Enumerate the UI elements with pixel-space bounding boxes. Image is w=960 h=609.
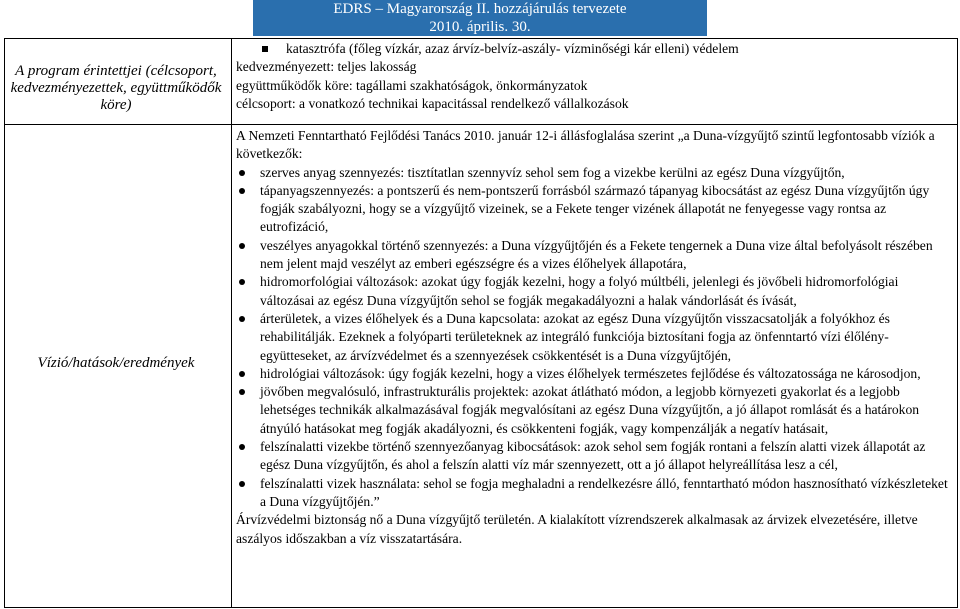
bullet-dot-icon	[239, 389, 245, 395]
table-border-bottom	[4, 607, 958, 608]
square-bullet-icon	[262, 46, 268, 52]
stakeholder-list	[236, 40, 954, 113]
vision-content	[236, 127, 954, 548]
vision-bullet: szerves anyag szennyezés: tisztítatlan szennyvíz sehol sem fog a vizekbe kerülni az egész Duna vízgyűjtőn,	[236, 164, 954, 182]
bullet-dot-icon	[239, 371, 245, 377]
vision-bullet: veszélyes anyagokkal történő szennyezés: a Duna vízgyűjtőjén és a Fekete tengernek a Duna vize által befolyásolt részében nem jelent majd veszélyt az emberi egészségre és a vizes élőhelyek állapotára,	[236, 237, 954, 274]
document-header	[0, 0, 960, 36]
table-row-divider	[4, 124, 958, 125]
table-column-divider	[231, 38, 232, 608]
bullet-dot-icon	[239, 481, 245, 487]
vision-bullet: hidrológiai változások: úgy fogják kezelni, hogy a vizes élőhelyek természetes fejlődése és változatossága ne károsodjon,	[236, 365, 954, 383]
table-border-top	[4, 38, 958, 39]
vision-closing: Árvízvédelmi biztonság nő a Duna vízgyűjtő területén. A kialakított vízrendszerek alkalmasak az árvizek elvezetésére, illetve aszályos időszakban a víz visszatartására.	[236, 512, 918, 546]
vision-bullet: felszínalatti vizek használata: sehol se fogja meghaladni a rendelkezésre álló, fenntartható módon hasznosítható vízkészleteket a Duna vízgyűjtőjén.”	[236, 475, 954, 512]
list-item: célcsoport: a vonatkozó technikai kapacitással rendelkező vállalkozások	[236, 95, 629, 111]
row-label-vision: Vízió/hatások/eredmények	[37, 355, 195, 371]
vision-bullet: árterületek, a vizes élőhelyek és a Duna kapcsolata: azokat az egész Duna vízgyűjtőn visszacsatolják a folyókhoz és rehabilitálják. Ezeknek a folyóparti területeknek az integráló funkciója biztosítani fogja az önfenntartó vízi élőlény-együtteseket, az árvízvédelmet és a szennyezések csökkentését is a Duna vízgyűjtőjén,	[236, 310, 954, 365]
bullet-dot-icon	[239, 243, 245, 249]
vision-bullet: jövőben megvalósuló, infrastrukturális projektek: azokat átlátható módon, a legjobb környezeti gyakorlat és a legjobb lehetséges technikák alkalmazásával fogják megvalósítani az egész Duna vízgyűjtőn, a jó állapot romlását és a határokon átnyúló hatásokat meg fogják akadályozni, és csökkenteni fogják, vagy kompenzálják a negatív hatásait,	[236, 383, 954, 438]
vision-bullet: felszínalatti vizekbe történő szennyezőanyag kibocsátások: azok sehol sem fogják rontani a felszín alatti vizek állapotát az egész Duna vízgyűjtőn, és ahol a felszín alatti víz már szennyezett, ott a jó állapot helyreállítása lesz a cél,	[236, 438, 954, 475]
list-item: katasztrófa (főleg vízkár, azaz árvíz-belvíz-aszály- vízminőségi kár elleni) védelem	[236, 40, 954, 58]
list-item: kedvezményezett: teljes lakosság	[236, 59, 417, 75]
table-border-right	[957, 38, 958, 608]
vision-bullet: tápanyagszennyezés: a pontszerű és nem-pontszerű forrásból származó tápanyag kibocsátást az egész Duna vízgyűjtőn úgy fogják szabályozni, hogy se a vízgyűjtő vizeinek, se a Fekete tenger vizének állapotát ne fenyegesse vagy rontsa az eutrofizáció,	[236, 182, 954, 237]
header-title: EDRS – Magyarország II. hozzájárulás tervezete	[333, 1, 627, 17]
row-label-stakeholders: A program érintettjei (célcsoport, kedvezményezettek, együttműködők köre)	[10, 63, 222, 113]
table-border-left	[4, 38, 5, 608]
vision-intro: A Nemzeti Fenntartható Fejlődési Tanács 2010. január 12-i állásfoglalása szerint „a Duna-vízgyűjtő szintű legfontosabb víziók a következők:	[236, 128, 935, 162]
bullet-dot-icon	[239, 316, 245, 322]
bullet-dot-icon	[239, 170, 245, 176]
bullet-dot-icon	[239, 279, 245, 285]
list-item: együttműködők köre: tagállami szakhatóságok, önkormányzatok	[236, 77, 588, 93]
header-date: 2010. április. 30.	[429, 19, 531, 35]
bullet-dot-icon	[239, 188, 245, 194]
vision-bullet: hidromorfológiai változások: azokat úgy fogják kezelni, hogy a folyó múltbéli, jelenlegi és jövőbeli hidromorfológiai változásai az egész Duna vízgyűjtőn sehol se fogják megakadályozni a halak vándorlását és ívását,	[236, 273, 954, 310]
bullet-dot-icon	[239, 444, 245, 450]
